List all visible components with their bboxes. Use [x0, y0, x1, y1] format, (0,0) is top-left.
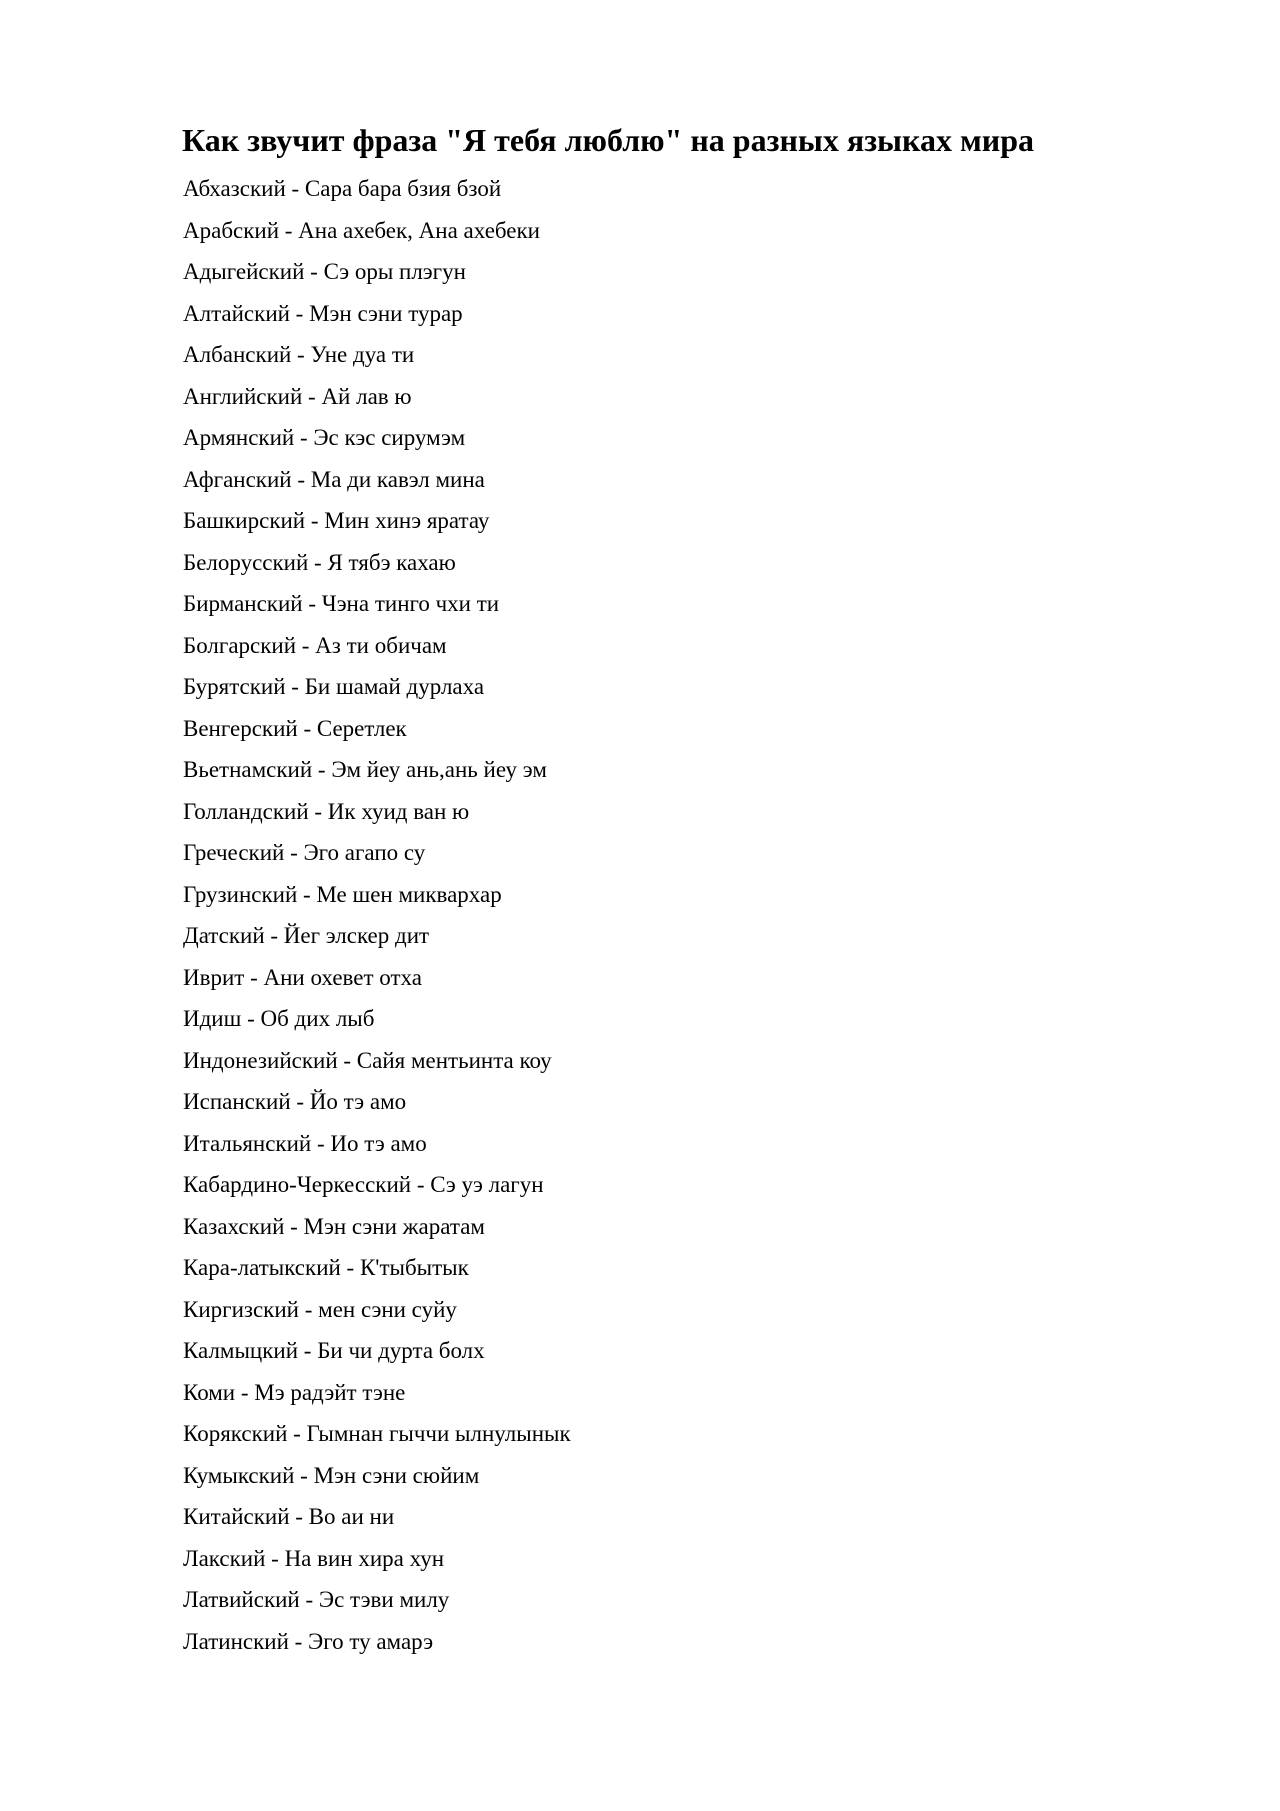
- list-item: Латинский - Эго ту амарэ: [183, 1628, 434, 1654]
- list-item: Итальянский - Ио тэ амо: [183, 1130, 427, 1156]
- list-item: Албанский - Уне дуа ти: [183, 342, 415, 367]
- list-item: Датский - Йег элскер дит: [183, 923, 430, 948]
- list-item: Болгарский - Аз ти обичам: [183, 632, 447, 658]
- list-item: Арабский - Ана ахебек, Ана ахебеки: [183, 217, 540, 243]
- list-item: Башкирский - Мин хинэ яратау: [183, 508, 490, 533]
- list-item: Армянский - Эс кэс сирумэм: [183, 425, 466, 450]
- phrase-list: [183, 168, 571, 1662]
- list-item: Кара-латыкский - К'тыбытык: [183, 1255, 469, 1280]
- list-item: Венгерский - Серетлек: [183, 715, 407, 741]
- list-item: Латвийский - Эс тэви милу: [183, 1587, 450, 1612]
- list-item: Алтайский - Мэн сэни турар: [183, 300, 463, 326]
- list-item: Вьетнамский - Эм йеу ань,ань йеу эм: [183, 757, 547, 782]
- list-item: Бирманский - Чэна тинго чхи ти: [183, 591, 500, 616]
- list-item: Калмыцкий - Би чи дурта болх: [183, 1338, 485, 1363]
- list-item: Бурятский - Би шамай дурлаха: [183, 674, 485, 699]
- list-item: Лакский - На вин хира хун: [183, 1545, 445, 1571]
- list-item: Белорусский - Я тябэ кахаю: [183, 549, 456, 575]
- list-item: Кабардино-Черкесский - Сэ уэ лагун: [183, 1172, 544, 1197]
- list-item: Греческий - Эго агапо су: [183, 840, 426, 865]
- list-item: Корякский - Гымнан гыччи ылнулынык: [183, 1421, 571, 1446]
- list-item: Китайский - Во аи ни: [183, 1504, 395, 1529]
- list-item: Афганский - Ма ди кавэл мина: [183, 466, 485, 492]
- list-item: Иврит - Ани охевет отха: [183, 964, 422, 990]
- list-item: Английский - Ай лав ю: [183, 383, 412, 409]
- list-item: Испанский - Йо тэ амо: [183, 1089, 407, 1114]
- list-item: Коми - Мэ радэйт тэне: [183, 1379, 406, 1405]
- list-item: Грузинский - Ме шен миквархар: [183, 881, 502, 907]
- list-item: Кумыкский - Мэн сэни сюйим: [183, 1462, 480, 1488]
- list-item: Казахский - Мэн сэни жаратам: [183, 1213, 485, 1239]
- list-item: Киргизский - мен сэни суйу: [183, 1296, 457, 1322]
- list-item: Голландский - Ик хуид ван ю: [183, 798, 470, 824]
- list-item: Адыгейский - Сэ оры плэгун: [183, 259, 466, 284]
- list-item: Индонезийский - Сайя ментьинта коу: [183, 1047, 552, 1073]
- document-title: Как звучит фраза "Я тебя люблю" на разных языках мира: [182, 122, 1035, 158]
- list-item: Идиш - Об дих лыб: [183, 1006, 375, 1031]
- list-item: Абхазский - Сара бара бзия бзой: [183, 176, 502, 201]
